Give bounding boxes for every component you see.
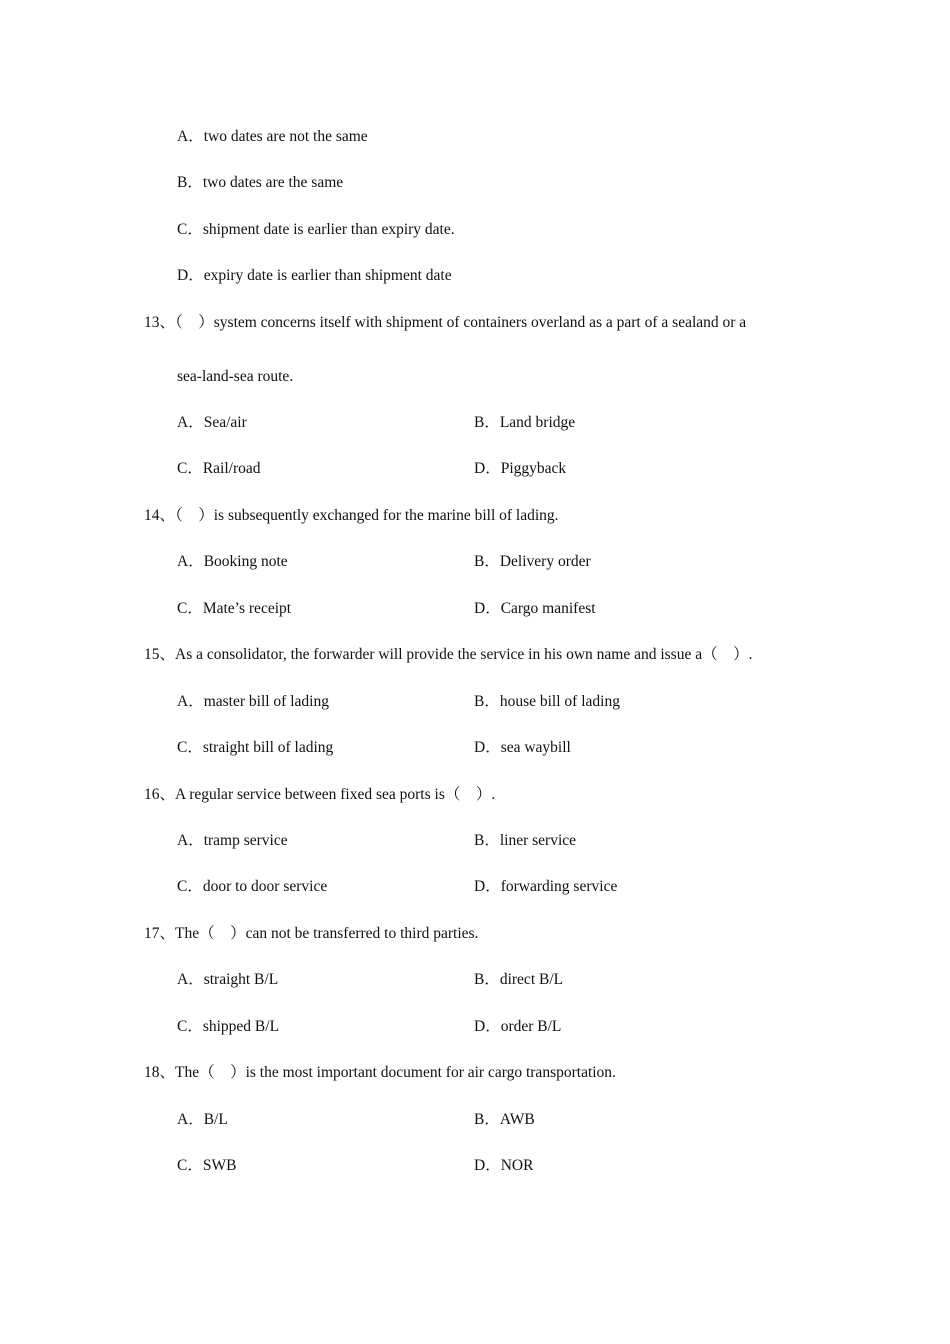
option-12-c: C．shipment date is earlier than expiry date. [177, 221, 455, 238]
question-18-stem: 18、The（ ）is the most important document for air cargo transportation. [144, 1064, 616, 1081]
option-18-b: B．AWB [474, 1111, 535, 1128]
option-14-b: B．Delivery order [474, 553, 591, 570]
option-17-a: A．straight B/L [177, 971, 279, 988]
question-13-stem: 13、（ ）system concerns itself with shipment of containers overland as a part of a sealand or a [144, 314, 747, 331]
question-15-stem: 15、As a consolidator, the forwarder will provide the service in his own name and issue a（ ）. [144, 646, 753, 663]
option-13-d: D．Piggyback [474, 460, 567, 477]
option-13-b: B．Land bridge [474, 414, 576, 431]
option-16-c: C．door to door service [177, 878, 328, 895]
option-15-d: D．sea waybill [474, 739, 571, 756]
option-16-d: D．forwarding service [474, 878, 618, 895]
option-18-d: D．NOR [474, 1157, 534, 1174]
option-13-c: C．Rail/road [177, 460, 261, 477]
question-17-stem: 17、The（ ）can not be transferred to third parties. [144, 925, 479, 942]
question-16-stem: 16、A regular service between fixed sea ports is（ ）. [144, 786, 496, 803]
option-12-d: D．expiry date is earlier than shipment date [177, 267, 452, 284]
option-16-b: B．liner service [474, 832, 577, 849]
option-14-c: C．Mate’s receipt [177, 600, 292, 617]
option-17-b: B．direct B/L [474, 971, 564, 988]
option-13-a: A．Sea/air [177, 414, 247, 431]
option-15-b: B．house bill of lading [474, 693, 620, 710]
question-13-stem-continued: sea-land-sea route. [177, 368, 294, 385]
option-16-a: A．tramp service [177, 832, 288, 849]
option-12-a: A．two dates are not the same [177, 128, 368, 145]
option-14-d: D．Cargo manifest [474, 600, 596, 617]
option-14-a: A．Booking note [177, 553, 288, 570]
option-18-a: A．B/L [177, 1111, 228, 1128]
option-15-a: A．master bill of lading [177, 693, 329, 710]
question-14-stem: 14、（ ）is subsequently exchanged for the marine bill of lading. [144, 507, 559, 524]
option-18-c: C．SWB [177, 1157, 237, 1174]
option-12-b: B．two dates are the same [177, 174, 344, 191]
option-15-c: C．straight bill of lading [177, 739, 334, 756]
option-17-d: D．order B/L [474, 1018, 562, 1035]
option-17-c: C．shipped B/L [177, 1018, 280, 1035]
